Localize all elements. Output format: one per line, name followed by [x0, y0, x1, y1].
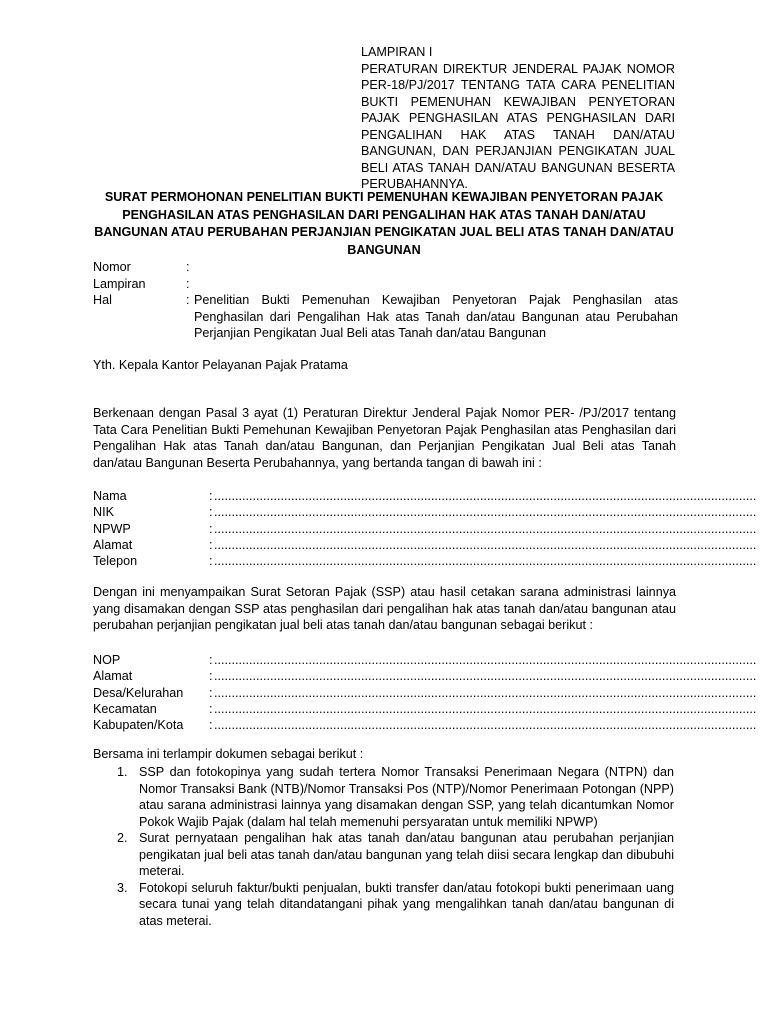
field-label: NPWP [93, 521, 131, 536]
field-colon: : [209, 489, 213, 503]
field-row-desa-kelurahan [93, 685, 757, 701]
field-row-npwp [93, 521, 757, 537]
meta-value-hal: Penelitian Bukti Pemenuhan Kewajiban Penyetoran Pajak Penghasilan atas Penghasilan dari Pengalihan Hak atas Tanah dan/atau Bangunan atau Perubahan Perjanjian Pengikatan Jual Beli atas Tanah dan/atau Bangunan [194, 293, 678, 340]
fill-in-dots[interactable]: ........................................................................................................................................................... [214, 701, 757, 716]
list-item-text: Surat pernyataan pengalihan hak atas tanah dan/atau bangunan atau perubahan perjanjian pengikatan jual beli atas tanah dan/atau bangunan yang telah diisi secara lengkap dan dibubuhi meterai. [139, 831, 674, 878]
attachments-intro: Bersama ini terlampir dokumen sebagai berikut : [93, 747, 364, 761]
list-item-number: 2. [117, 831, 128, 845]
fill-in-dots[interactable]: ........................................................................................................................................................... [214, 521, 757, 536]
ssp-paragraph: Dengan ini menyampaikan Surat Setoran Pajak (SSP) atau hasil cetakan sarana administrasi lainnya yang disamakan dengan SSP atas penghasilan dari pengalihan hak atas tanah dan/atau bangunan atau perubahan perjanjian pengikatan jual beli atas tanah dan/atau bangunan sebagai berikut : [93, 585, 676, 632]
field-colon: : [209, 537, 213, 552]
field-colon: : [209, 701, 213, 716]
letter-meta [93, 259, 678, 342]
field-label: NIK [93, 505, 114, 520]
field-row-nama [93, 488, 757, 504]
lampiran-regulation: PERATURAN DIREKTUR JENDERAL PAJAK NOMOR PER-18/PJ/2017 TENTANG TATA CARA PENELITIAN BUKTI PEMENUHAN KEWAJIBAN PENYETORAN PAJAK PENGHASILAN ATAS PENGHASILAN DARI PENGALIHAN HAK ATAS TANAH DAN/ATAU BANGUNAN, DAN PERJANJIAN PENGIKATAN JUAL BELI ATAS TANAH DAN/ATAU BANGUNAN BESERTA PERUBAHANNYA. [361, 61, 675, 191]
list-item-number: 1. [117, 765, 128, 779]
fill-in-dots[interactable]: ........................................................................................................................................................... [214, 669, 757, 684]
fill-in-dots[interactable]: ........................................................................................................................................................... [214, 653, 757, 667]
field-colon: : [209, 505, 213, 520]
recipient-line: Yth. Kepala Kantor Pelayanan Pajak Pratama [93, 358, 348, 372]
lampiran-header [361, 44, 675, 193]
meta-colon: : [186, 293, 190, 307]
field-colon: : [209, 718, 213, 733]
field-row-telepon [93, 553, 757, 569]
list-item [117, 880, 674, 930]
meta-label-nomor: Nomor [93, 260, 131, 274]
intro-paragraph: Berkenaan dengan Pasal 3 ayat (1) Peraturan Direktur Jenderal Pajak Nomor PER- /PJ/2017 tentang Tata Cara Penelitian Bukti Pemehunan Kewajiban Penyetoran Pajak Penghasilan atas Penghasilan dari Pengalihan Hak atas Tanah dan/atau Bangunan, dan Perjanjian Pengikatan Jual Beli atas Tanah dan/atau Bangunan Beserta Perubahannya, yang bertanda tangan di bawah ini : [93, 406, 676, 470]
field-row-kecamatan [93, 701, 757, 717]
field-colon: : [209, 521, 213, 536]
list-item-text: SSP dan fotokopinya yang sudah tertera Nomor Transaksi Penerimaan Negara (NTPN) dan Nomor Transaksi Bank (NTB)/Nomor Transaksi Pos (NTP)/Nomor Penerimaan Potongan (NPP) atau sarana administrasi lainnya yang disamakan dengan SSP, yang telah dicantumkan Nomor Pokok Wajib Pajak (dalam hal telah memenuhi persyaratan untuk memiliki NPWP) [139, 765, 674, 829]
field-row-nop [93, 652, 757, 668]
field-colon: : [209, 554, 213, 569]
fill-in-dots[interactable]: ........................................................................................................................................................... [214, 505, 757, 520]
fill-in-dots[interactable]: ........................................................................................................................................................... [214, 718, 757, 733]
lampiran-title: LAMPIRAN I [361, 45, 433, 59]
fill-in-dots[interactable]: ........................................................................................................................................................... [214, 489, 757, 503]
field-colon: : [209, 685, 213, 700]
fill-in-dots[interactable]: ........................................................................................................................................................... [214, 554, 757, 569]
list-item-number: 3. [117, 880, 128, 895]
field-label: NOP [93, 653, 121, 667]
meta-row-lampiran [93, 276, 678, 293]
property-fields [93, 652, 757, 733]
field-colon: : [209, 669, 213, 684]
field-row-alamat [93, 537, 757, 553]
fill-in-dots[interactable]: ........................................................................................................................................................... [214, 685, 757, 700]
identity-fields [93, 488, 757, 569]
field-row-nik [93, 504, 757, 520]
meta-value-nomor [194, 259, 678, 276]
field-label: Kabupaten/Kota [93, 718, 184, 733]
meta-colon: : [186, 276, 190, 291]
field-label: Nama [93, 489, 127, 503]
meta-label-hal: Hal [93, 293, 112, 307]
field-label: Telepon [93, 554, 138, 569]
meta-colon: : [186, 260, 190, 274]
meta-row-nomor [93, 259, 678, 276]
attachments-list [117, 764, 674, 929]
field-label: Alamat [93, 537, 133, 552]
document-title: SURAT PERMOHONAN PENELITIAN BUKTI PEMENUHAN KEWAJIBAN PENYETORAN PAJAK PENGHASILAN ATAS PENGHASILAN DARI PENGALIHAN HAK ATAS TANAH DAN/ATAU BANGUNAN ATAU PERUBAHAN PERJANJIAN PENGIKATAN JUAL BELI ATAS TANAH DAN/ATAU BANGUNAN [94, 190, 674, 257]
field-label: Desa/Kelurahan [93, 685, 184, 700]
list-item [117, 764, 674, 830]
field-row-alamat-objek [93, 668, 757, 684]
meta-value-lampiran [194, 276, 678, 293]
field-colon: : [209, 653, 213, 667]
list-item [117, 830, 674, 880]
meta-label-lampiran: Lampiran [93, 276, 146, 291]
meta-row-hal [93, 292, 678, 342]
field-label: Alamat [93, 669, 133, 684]
field-row-kabupaten-kota [93, 717, 757, 733]
fill-in-dots[interactable]: ........................................................................................................................................................... [214, 537, 757, 552]
field-label: Kecamatan [93, 701, 157, 716]
list-item-text: Fotokopi seluruh faktur/bukti penjualan, bukti transfer dan/atau fotokopi bukti penerimaan uang secara tunai yang telah ditandatangani pihak yang mengalihkan tanah dan/atau bangunan di atas meterai. [139, 880, 674, 928]
